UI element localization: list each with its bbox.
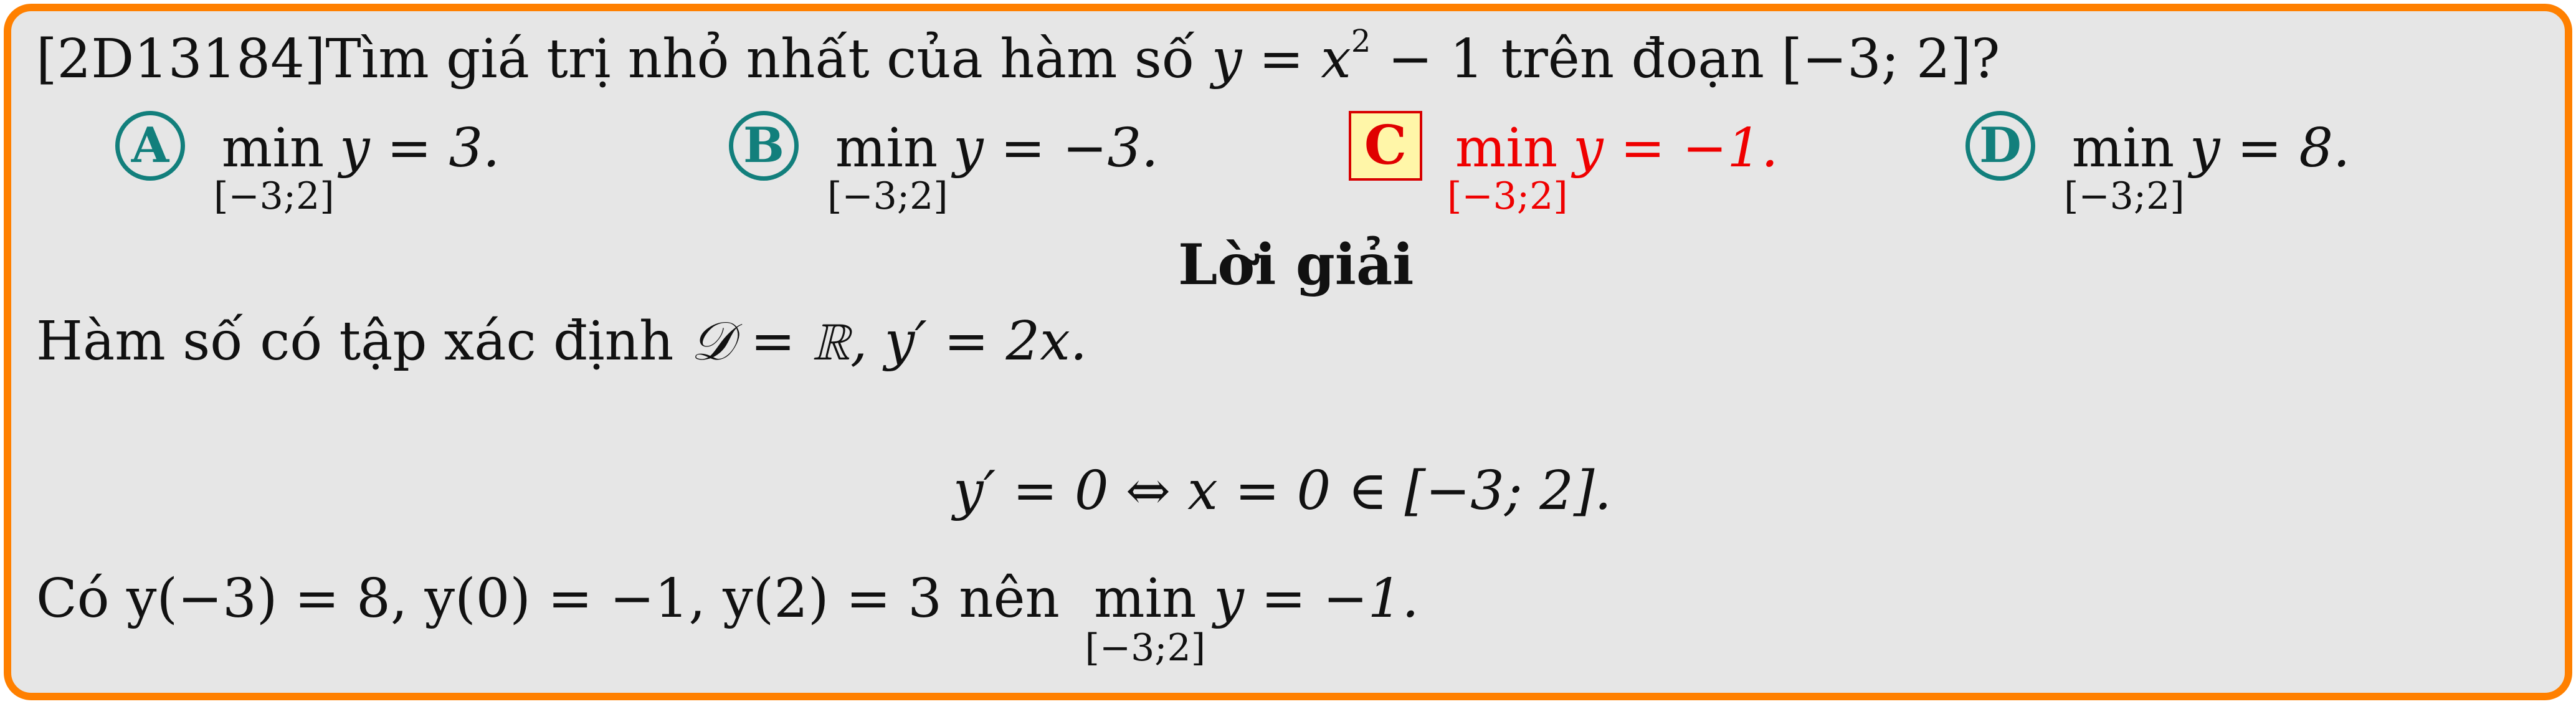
domain-intro: Hàm số có tập xác định <box>36 310 691 373</box>
answer-option-b[interactable] <box>729 106 1177 218</box>
question-text <box>36 23 2000 90</box>
question-lead: Tìm giá trị nhỏ nhất của hàm số <box>325 28 1212 90</box>
option-c-min-word: min <box>1455 117 1558 179</box>
function-left: y <box>1211 28 1242 90</box>
domain-and-derivative: 𝒟 = ℝ, y′ = 2x. <box>690 310 1088 373</box>
option-c-expression: y = −1. <box>1573 117 1779 179</box>
option-b-min-word: min <box>835 117 938 179</box>
solution-title: Lời giải <box>1178 232 1414 298</box>
option-a-badge[interactable]: A <box>115 111 185 181</box>
conclusion-min-word: min <box>1094 568 1197 630</box>
option-d-badge[interactable]: D <box>1965 111 2035 181</box>
option-d-min <box>2064 117 2207 218</box>
option-b-expression: y = −3. <box>953 117 1159 179</box>
solution-line-domain <box>36 310 1088 373</box>
option-a-subscript: [−3;2] <box>214 174 335 218</box>
option-c-badge[interactable]: C <box>1349 111 1422 181</box>
function-power: 2 <box>1351 23 1371 60</box>
answer-option-d[interactable] <box>1965 106 2414 218</box>
option-b-min <box>827 117 971 218</box>
option-a-min <box>214 117 357 218</box>
domain-text: trên đoạn [−3; 2]? <box>1483 28 2000 90</box>
option-b-subscript: [−3;2] <box>827 174 948 218</box>
conclusion-subscript: [−3;2] <box>1085 626 1206 670</box>
conclusion-prefix: Có y(−3) = 8, y(0) = −1, y(2) = 3 nên <box>36 568 1077 630</box>
option-c-min <box>1447 117 1590 218</box>
answer-option-a[interactable] <box>115 106 551 218</box>
option-d-subscript: [−3;2] <box>2064 174 2185 218</box>
conclusion-min <box>1077 568 1214 670</box>
question-code: [2D13184] <box>36 28 326 90</box>
critical-point-equation: y′ = 0 ⇔ x = 0 ∈ [−3; 2]. <box>953 460 1612 522</box>
function-equals: = <box>1242 28 1321 90</box>
option-a-min-word: min <box>221 117 325 179</box>
function-base: x <box>1321 28 1351 90</box>
option-d-min-word: min <box>2071 117 2175 179</box>
option-b-badge[interactable]: B <box>729 111 799 181</box>
conclusion-result: y = −1. <box>1214 568 1419 630</box>
answer-option-c-correct[interactable] <box>1349 106 1835 218</box>
option-a-expression: y = 3. <box>340 117 500 179</box>
solution-conclusion <box>36 568 1419 670</box>
option-d-expression: y = 8. <box>2190 117 2350 179</box>
option-c-subscript: [−3;2] <box>1447 174 1568 218</box>
function-right: − 1 <box>1371 28 1484 90</box>
